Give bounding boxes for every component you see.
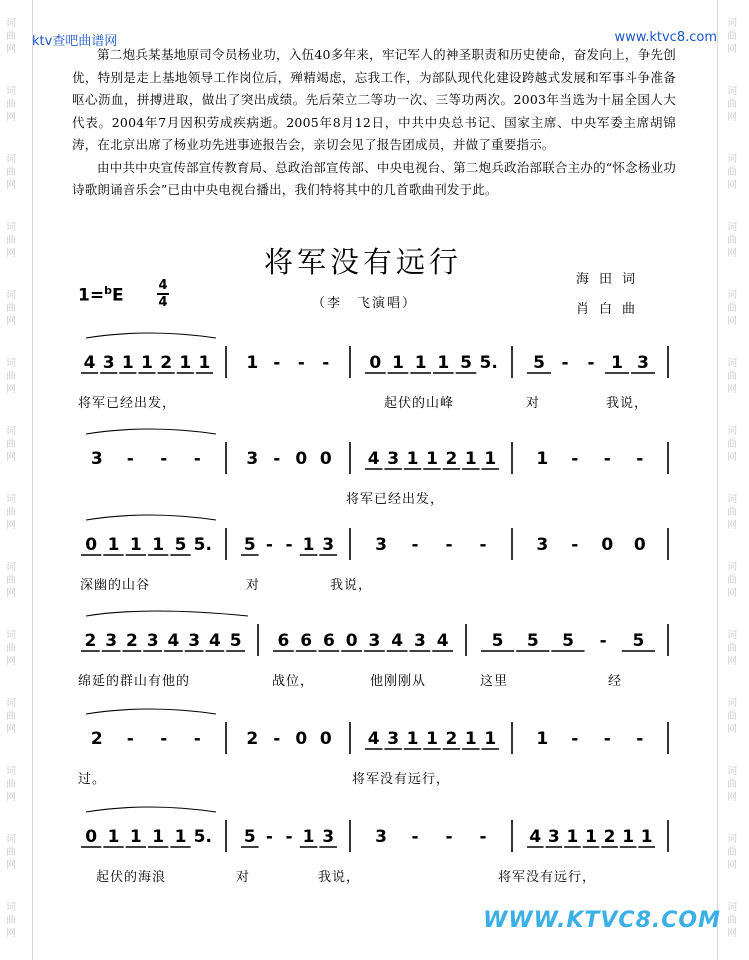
watermark-char: 词	[6, 902, 16, 913]
watermark-char: 曲	[727, 915, 737, 926]
score-note: 1	[179, 353, 192, 373]
score-note: 4	[391, 631, 404, 651]
score-dash: -	[561, 353, 569, 373]
site-url-bottom: WWW.KTVC8.COM	[483, 908, 721, 933]
score-note: 2	[246, 729, 259, 749]
time-signature-bottom: 4	[158, 295, 168, 310]
lyric-text: 将军没有远行，	[352, 772, 451, 787]
watermark-char: 词	[727, 494, 737, 505]
score-dash: -	[479, 827, 487, 847]
lyric-text: 将军已经出发，	[78, 396, 177, 411]
watermark-char: 曲	[6, 303, 16, 314]
watermark-char: 网	[6, 112, 16, 123]
song-lyricist: 海田词	[576, 272, 646, 287]
score-note: 6	[322, 631, 335, 651]
watermark-char: 网	[6, 248, 16, 259]
score-note: 1	[129, 827, 142, 847]
score-note: 1	[198, 353, 211, 373]
lyric-text: 我说，	[318, 870, 361, 885]
watermark-char: 词	[727, 358, 737, 369]
watermark-char: 曲	[6, 371, 16, 382]
score-note: 1	[302, 827, 315, 847]
score-note: 1	[406, 449, 419, 469]
score-note: 1	[611, 353, 623, 373]
watermark-char: 曲	[727, 371, 737, 382]
score-dash: -	[126, 729, 134, 749]
score-dash: -	[411, 827, 419, 847]
score-dash: -	[126, 449, 134, 469]
watermark-char: 曲	[6, 575, 16, 586]
slur	[86, 429, 216, 434]
score-note: 3	[387, 729, 400, 749]
watermark-char: 词	[6, 834, 16, 845]
score-dash: -	[445, 535, 453, 555]
score-note: 1	[464, 729, 477, 749]
score-note: 4	[529, 827, 542, 847]
score-dash: -	[160, 449, 168, 469]
lyric-text: 将军已经出发，	[346, 492, 445, 507]
watermark-char: 词	[6, 494, 16, 505]
score-dash: -	[445, 827, 453, 847]
score-dash: -	[571, 535, 579, 555]
score-note: 3	[547, 827, 560, 847]
watermark-char: 曲	[727, 575, 737, 586]
score-note: 1	[107, 535, 120, 555]
watermark-char: 词	[727, 630, 737, 641]
score-note: 3	[375, 535, 387, 555]
score-dash: -	[587, 353, 595, 373]
score-note: 3	[637, 353, 649, 373]
key-prefix: 1=	[78, 285, 105, 306]
score-note: 0	[295, 449, 308, 469]
score-note: 0	[85, 827, 98, 847]
watermark-char: 网	[6, 656, 16, 667]
watermark-char: 网	[6, 588, 16, 599]
watermark-char: 网	[727, 180, 737, 191]
watermark-char: 网	[727, 792, 737, 803]
score-dash: -	[571, 729, 579, 749]
score-dash: -	[322, 353, 330, 373]
score-dash: -	[273, 449, 281, 469]
watermark-char: 词	[6, 698, 16, 709]
score-dash: -	[285, 535, 293, 555]
watermark-char: 网	[727, 384, 737, 395]
score-note: 1	[622, 827, 635, 847]
score-dash: -	[273, 729, 281, 749]
watermark-char: 词	[727, 902, 737, 913]
score-note: 3	[322, 827, 335, 847]
watermark-char: 曲	[727, 643, 737, 654]
lyric-text: 战位，	[272, 674, 315, 689]
score-note: 2	[84, 631, 97, 651]
lyric-text: 我说，	[330, 578, 373, 593]
score-note: 2	[445, 449, 458, 469]
score-note: 0	[345, 631, 358, 651]
watermark-char: 网	[727, 860, 737, 871]
score-note: 5.	[479, 353, 498, 373]
score-note: 3	[387, 449, 400, 469]
watermark-char: 词	[727, 222, 737, 233]
watermark-char: 词	[6, 290, 16, 301]
lyric-text: 深幽的山谷	[80, 578, 151, 593]
score-note: 6	[277, 631, 290, 651]
watermark-char: 词	[6, 86, 16, 97]
watermark-char: 网	[727, 44, 737, 55]
watermark-char: 词	[6, 562, 16, 573]
score-note: 5	[491, 631, 504, 651]
score-note: 1	[536, 729, 549, 749]
score-dash: -	[297, 353, 305, 373]
score-note: 1	[129, 535, 142, 555]
key-accidental: b	[104, 284, 112, 297]
score-note: 3	[102, 353, 115, 373]
slur	[86, 709, 216, 714]
watermark-char: 网	[727, 452, 737, 463]
lyric-text: 我说，	[606, 396, 649, 411]
watermark-char: 曲	[6, 711, 16, 722]
score-note: 2	[445, 729, 458, 749]
score-note: 4	[167, 631, 180, 651]
watermark-char: 网	[6, 44, 16, 55]
key-note: E	[111, 285, 124, 306]
watermark-char: 曲	[727, 847, 737, 858]
watermark-char: 词	[6, 766, 16, 777]
watermark-char: 词	[6, 222, 16, 233]
watermark-char: 网	[6, 860, 16, 871]
score-note: 3	[375, 827, 387, 847]
score-note: 1	[426, 449, 438, 469]
score-dash: -	[636, 729, 644, 749]
score-dash: -	[285, 827, 293, 847]
score-note: 5.	[193, 535, 212, 555]
lyric-text: 起伏的山峰	[384, 396, 455, 411]
score-dash: -	[273, 353, 281, 373]
score-note: 3	[188, 631, 201, 651]
score-dash: -	[193, 729, 201, 749]
score-note: 1	[414, 353, 427, 373]
watermark-char: 网	[6, 724, 16, 735]
score-note: 3	[246, 449, 259, 469]
score-note: 0	[319, 449, 332, 469]
score-dash: -	[636, 449, 644, 469]
watermark-char: 词	[727, 86, 737, 97]
score-note: 5.	[193, 827, 212, 847]
score-note: 1	[566, 827, 579, 847]
song-composer: 肖白曲	[576, 302, 646, 317]
score-dash: -	[160, 729, 168, 749]
watermark-char: 曲	[727, 99, 737, 110]
score-note: 5	[526, 631, 539, 651]
score-note: 1	[464, 449, 477, 469]
watermark-char: 词	[6, 154, 16, 165]
score-note: 1	[107, 827, 120, 847]
score-note: 1	[437, 353, 450, 373]
score-note: 3	[536, 535, 549, 555]
watermark-char: 网	[6, 384, 16, 395]
watermark-char: 曲	[727, 235, 737, 246]
lyric-text: 起伏的海浪	[96, 870, 167, 885]
watermark-char: 词	[727, 562, 737, 573]
score-note: 4	[208, 631, 221, 651]
watermark-char: 曲	[727, 31, 737, 42]
score-note: 0	[369, 353, 382, 373]
watermark-char: 曲	[6, 99, 16, 110]
score-note: 2	[603, 827, 616, 847]
watermark-char: 网	[6, 452, 16, 463]
score-note: 1	[302, 535, 315, 555]
lyric-text: 对	[246, 578, 261, 593]
watermark-char: 曲	[727, 439, 737, 450]
score-note: 6	[300, 631, 313, 651]
watermark-char: 曲	[6, 31, 16, 42]
score-dash: -	[411, 535, 419, 555]
score-note: 4	[436, 631, 449, 651]
score-note: 5	[174, 535, 187, 555]
score-dash: -	[265, 535, 273, 555]
score-note: 1	[536, 449, 549, 469]
intro-paragraph-1: 第二炮兵某基地原司令员杨业功，入伍40多年来，牢记军人的神圣职责和历史使命，奋发向上，争先创优，特别是走上基地领导工作岗位后，殚精竭虑，忘我工作，为部队现代化建设跨越式发展和军事斗争准备呕心沥血，拼搏进取，做出了突出成绩。先后荣立二等功一次、三等功两次。2003年当选为十届全国人大代表。2004年7月因积劳成疾病逝。2005年8月12日，中共中央总书记、国家主席、中央军委主席胡锦涛，在北京出席了杨业功先进事迹报告会，亲切会见了报告团成员，并做了重要指示。	[72, 47, 676, 152]
slur	[86, 807, 216, 812]
watermark-char: 网	[6, 180, 16, 191]
watermark-char: 词	[727, 698, 737, 709]
watermark-char: 曲	[727, 507, 737, 518]
score-note: 0	[85, 535, 98, 555]
score-dash: -	[479, 535, 487, 555]
score-note: 5	[243, 535, 256, 555]
score-note: 1	[484, 449, 497, 469]
score-note: 0	[633, 535, 646, 555]
watermark-char: 曲	[727, 711, 737, 722]
watermark-char: 曲	[6, 847, 16, 858]
score-note: 1	[484, 729, 497, 749]
watermark-char: 词	[727, 834, 737, 845]
watermark-char: 网	[6, 928, 16, 939]
score-note: 5	[460, 353, 472, 373]
score-note: 3	[368, 631, 381, 651]
watermark-char: 曲	[6, 439, 16, 450]
watermark-char: 曲	[6, 507, 16, 518]
watermark-char: 词	[727, 290, 737, 301]
score-note: 1	[141, 353, 153, 373]
watermark-char: 网	[6, 316, 16, 327]
watermark-char: 词	[6, 358, 16, 369]
watermark-char: 曲	[6, 643, 16, 654]
watermark-char: 曲	[6, 235, 16, 246]
lyric-text: 对	[526, 396, 541, 411]
score-dash: -	[265, 827, 273, 847]
watermark-char: 曲	[727, 779, 737, 790]
score-note: 2	[90, 729, 103, 749]
watermark-char: 网	[727, 248, 737, 259]
score-note: 1	[640, 827, 653, 847]
score-note: 4	[367, 729, 380, 749]
watermark-char: 网	[727, 928, 737, 939]
score-note: 3	[322, 535, 335, 555]
score-note: 3	[413, 631, 426, 651]
score-note: 1	[426, 729, 438, 749]
lyric-text: 绵延的群山有他的	[78, 674, 191, 689]
score-note: 5	[243, 827, 256, 847]
watermark-char: 网	[727, 588, 737, 599]
score-note: 3	[146, 631, 159, 651]
score-note: 1	[585, 827, 597, 847]
score-note: 5	[533, 353, 545, 373]
watermark-char: 词	[6, 630, 16, 641]
watermark-char: 网	[6, 792, 16, 803]
slur	[86, 611, 248, 616]
score-note: 1	[174, 827, 187, 847]
watermark-char: 词	[727, 154, 737, 165]
intro-paragraph-2: 由中共中央宣传部宣传教育局、总政治部宣传部、中央电视台、第二炮兵政治部联合主办的“怀念杨业功诗歌朗诵音乐会”已由中央电视台播出，我们特将其中的几首歌曲刊发于此。	[72, 159, 676, 197]
song-singer: （李 飞演唱）	[312, 296, 418, 311]
score-note: 1	[246, 353, 259, 373]
lyric-text: 他刚刚从	[370, 674, 427, 689]
watermark-char: 词	[6, 18, 16, 29]
watermark-char: 词	[727, 426, 737, 437]
lyric-text: 这里	[480, 674, 509, 689]
score-dash: -	[603, 729, 611, 749]
song-title: 将军没有远行	[264, 245, 463, 279]
slur	[86, 333, 216, 338]
score-note: 4	[83, 353, 96, 373]
score-note: 1	[152, 827, 165, 847]
score-dash: -	[571, 449, 579, 469]
lyric-text: 经	[608, 674, 623, 689]
score-note: 2	[125, 631, 138, 651]
lyric-text: 对	[236, 870, 251, 885]
watermark-char: 网	[6, 520, 16, 531]
score-note: 3	[90, 449, 103, 469]
watermark-char: 曲	[727, 167, 737, 178]
watermark-char: 曲	[727, 303, 737, 314]
site-url-top-right: www.ktvc8.com	[614, 30, 717, 45]
watermark-char: 词	[6, 426, 16, 437]
lyric-text: 将军没有远行，	[498, 870, 597, 885]
watermark-char: 网	[727, 724, 737, 735]
watermark-char: 曲	[6, 779, 16, 790]
score-note: 1	[406, 729, 419, 749]
score-note: 2	[160, 353, 173, 373]
score-dash: -	[603, 449, 611, 469]
time-signature-top: 4	[158, 278, 168, 293]
watermark-char: 曲	[6, 915, 16, 926]
score-note: 3	[105, 631, 118, 651]
score-note: 1	[152, 535, 165, 555]
watermark-char: 网	[727, 520, 737, 531]
slur	[86, 515, 216, 520]
site-name-top-left: ktv查吧曲谱网	[32, 34, 118, 49]
watermark-char: 曲	[6, 167, 16, 178]
score-note: 0	[295, 729, 308, 749]
watermark-char: 词	[727, 18, 737, 29]
watermark-char: 网	[727, 112, 737, 123]
score-note: 1	[392, 353, 404, 373]
score-note: 0	[319, 729, 332, 749]
watermark-char: 词	[727, 766, 737, 777]
score-note: 1	[121, 353, 134, 373]
watermark-char: 网	[727, 656, 737, 667]
score-note: 5	[632, 631, 645, 651]
score-dash: -	[193, 449, 201, 469]
watermark-char: 网	[727, 316, 737, 327]
lyric-text: 过。	[78, 772, 107, 787]
score-note: 5	[229, 631, 242, 651]
score-dash: -	[599, 631, 607, 651]
score-note: 5	[562, 631, 574, 651]
score-note: 0	[601, 535, 614, 555]
score-note: 4	[367, 449, 380, 469]
